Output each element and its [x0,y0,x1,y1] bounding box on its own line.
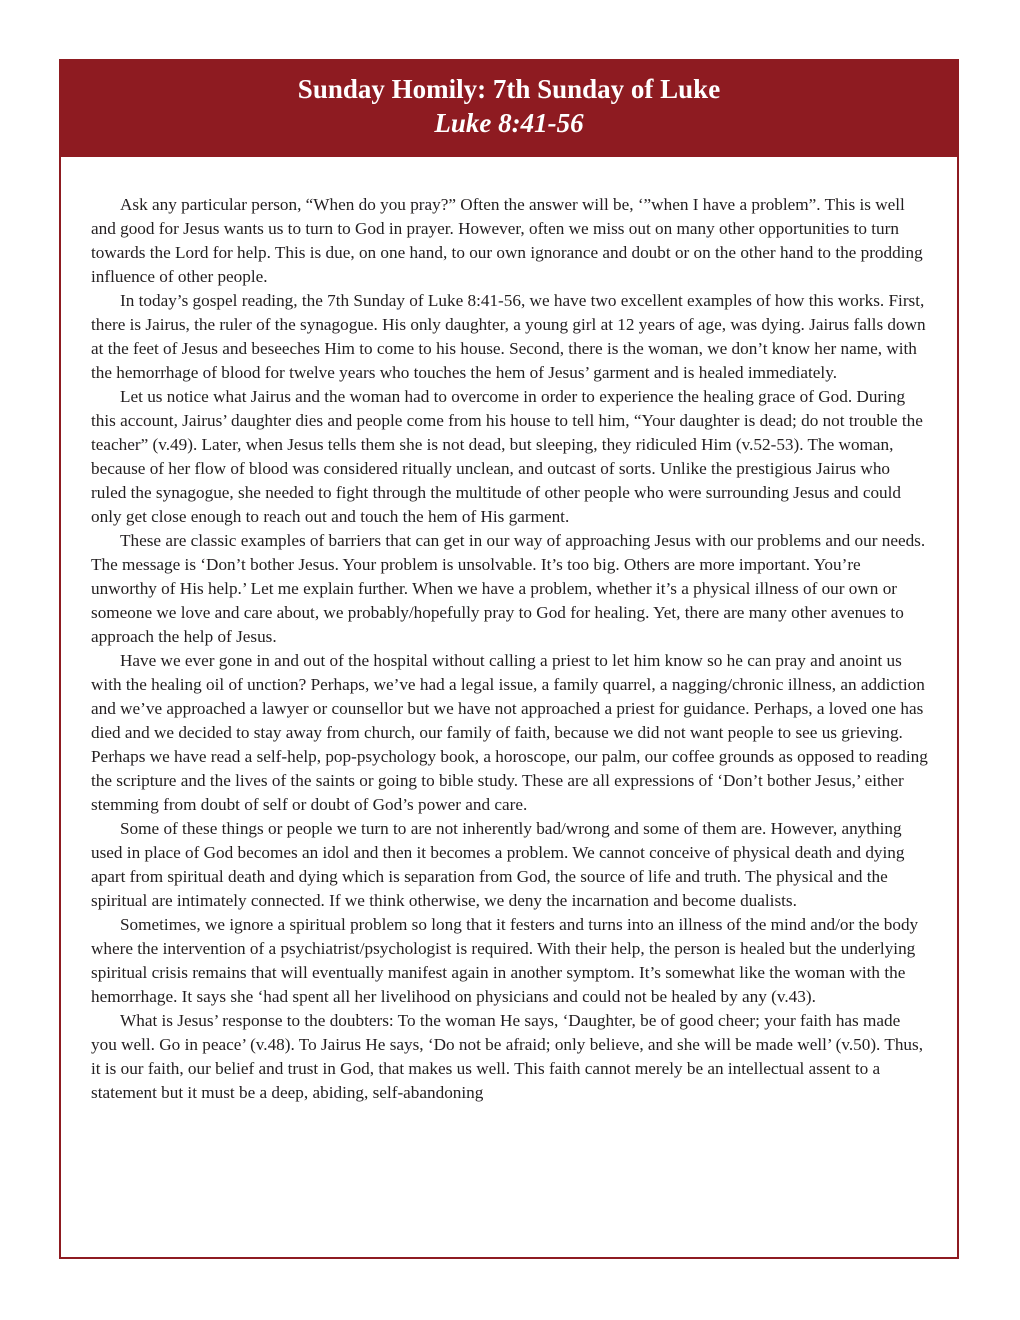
paragraph: Have we ever gone in and out of the hospital without calling a priest to let him know so he can pray and anoint us with the healing oil of unction? Perhaps, we’ve had a legal issue, a family quarrel, a nagging/chronic illness, an addiction and we’ve approached a lawyer or counsellor but we have not approached a priest for guidance. Perhaps, a loved one has died and we decided to stay away from church, our family of faith, because we did not want people to see us grieving. Perhaps we have read a self-help, pop-psychology book, a horoscope, our palm, our coffee grounds as opposed to reading the scripture and the lives of the saints or going to bible study. These are all expressions of ‘Don’t bother Jesus,’ either stemming from doubt of self or doubt of God’s power and care. [91,651,928,814]
paragraph: Ask any particular person, “When do you pray?” Often the answer will be, ‘”when I have a problem”. This is well and good for Jesus wants us to turn to God in prayer. However, often we miss out on many other opportunities to turn towards the Lord for help. This is due, on one hand, to our own ignorance and doubt or on the other hand to the prodding influence of other people. [91,195,923,286]
paragraph: Sometimes, we ignore a spiritual problem so long that it festers and turns into an illness of the mind and/or the body where the intervention of a psychiatrist/psychologist is required. With their help, the person is healed but the underlying spiritual crisis remains that will eventually manifest again in another symptom. It’s somewhat like the woman with the hemorrhage. It says she ‘had spent all her livelihood on physicians and could not be healed by any (v.43). [91,915,919,1006]
homily-body [91,193,929,1105]
paragraph: What is Jesus’ response to the doubters: To the woman He says, ‘Daughter, be of good cheer; your faith has made you well. Go in peace’ (v.48). To Jairus He says, ‘Do not be afraid; only believe, and she will be made well’ (v.50). Thus, it is our faith, our belief and trust in God, that makes us well. This faith cannot merely be an intellectual assent to a statement but it must be a deep, abiding, self-abandoning [91,1011,924,1102]
paragraph: Let us notice what Jairus and the woman had to overcome in order to experience the healing grace of God. During this account, Jairus’ daughter dies and people come from his house to tell him, “Your daughter is dead; do not trouble the teacher” (v.49). Later, when Jesus tells them she is not dead, but sleeping, they ridiculed Him (v.52-53). The woman, because of her flow of blood was considered ritually unclean, and outcast of sorts. Unlike the prestigious Jairus who ruled the synagogue, she needed to fight through the multitude of other people who were surrounding Jesus and could only get close enough to reach out and touch the hem of His garment. [91,387,923,526]
paragraph: Some of these things or people we turn to are not inherently bad/wrong and some of them are. However, anything used in place of God becomes an idol and then it becomes a problem. We cannot conceive of physical death and dying apart from spiritual death and dying which is separation from God, the source of life and truth. The physical and the spiritual are intimately connected. If we think otherwise, we deny the incarnation and become dualists. [91,819,905,910]
page-frame [59,59,959,1259]
title-banner [61,61,957,157]
paragraph: In today’s gospel reading, the 7th Sunday of Luke 8:41-56, we have two excellent examples of how this works. First, there is Jairus, the ruler of the synagogue. His only daughter, a young girl at 12 years of age, was dying. Jairus falls down at the feet of Jesus and beseeches Him to come to his house. Second, there is the woman, we don’t know her name, with the hemorrhage of blood for twelve years who touches the hem of Jesus’ garment and is healed immediately. [91,291,926,382]
paragraph: These are classic examples of barriers that can get in our way of approaching Jesus with our problems and our needs. The message is ‘Don’t bother Jesus. Your problem is unsolvable. It’s too big. Others are more important. You’re unworthy of His help.’ Let me explain further. When we have a problem, whether it’s a physical illness of our own or someone we love and care about, we probably/hopefully pray to God for healing. Yet, there are many other avenues to approach the help of Jesus. [91,531,926,646]
scripture-reference: Luke 8:41-56 [434,108,584,138]
page-title: Sunday Homily: 7th Sunday of Luke [297,74,721,104]
